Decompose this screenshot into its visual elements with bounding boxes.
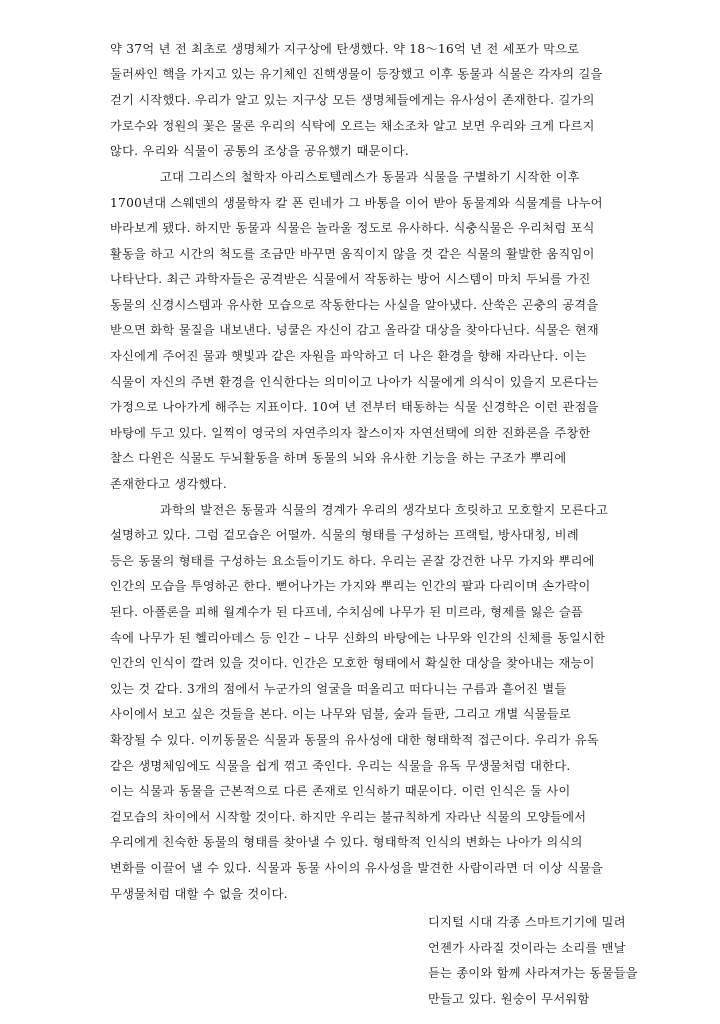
body-text-line: 활동을 하고 시간의 척도를 조금만 바꾸면 움직이지 않을 것 같은 식물의 활발한 움직임이 xyxy=(110,247,595,261)
body-text-line: 인간의 인식이 깔려 있을 것이다. 인간은 모호한 형태에서 확실한 대상을 찾아내는 재능이 xyxy=(110,656,595,670)
paragraph-first-line: 고대 그리스의 철학자 아리스토텔레스가 동물과 식물을 구별하기 시작한 이후 xyxy=(160,170,580,184)
body-text-line: 1700년대 스웨덴의 생물학자 칼 폰 린네가 그 바통을 이어 받아 동물계와 식물계를 나누어 xyxy=(110,196,603,210)
body-text-line: 겉모습의 차이에서 시작할 것이다. 하지만 우리는 불규칙하게 자라난 식물의 모양들에서 xyxy=(110,810,587,824)
body-text-line: 설명하고 있다. 그럼 겉모습은 어떨까. 식물의 형태를 구성하는 프랙털, 방사대칭, 비례 xyxy=(110,528,579,542)
body-text-line: 존재한다고 생각했다. xyxy=(110,477,228,491)
body-text-line: 사이에서 보고 싶은 것들을 본다. 이는 나무와 덤불, 숲과 들판, 그리고 개별 식물들로 xyxy=(110,707,572,721)
closing-note-line: 디지털 시대 각종 스마트기기에 밀려 xyxy=(428,915,626,929)
body-text-line: 바탕에 두고 있다. 일찍이 영국의 자연주의자 찰스이자 자연선택에 의한 진화론을 주창한 xyxy=(110,426,591,440)
body-text-line: 우리에게 친숙한 동물의 형태를 찾아낼 수 있다. 형태학적 인식의 변화는 나아가 의식의 xyxy=(110,835,583,849)
body-text-line: 있는 것 같다. 3개의 점에서 누군가의 얼굴을 떠올리고 떠다니는 구름과 흩어진 별들 xyxy=(110,682,567,696)
body-text-line: 바라보게 됐다. 하지만 동물과 식물은 놀라울 정도로 유사하다. 식충식물은 우리처럼 포식 xyxy=(110,221,595,235)
body-text-line: 나타난다. 최근 과학자들은 공격받은 식물에서 작동하는 방어 시스템이 마치 두뇌를 가진 xyxy=(110,272,591,286)
body-text-line: 확장될 수 있다. 이끼동물은 식물과 동물의 유사성에 대한 형태학적 접근이다. 우리가 유독 xyxy=(110,733,599,747)
body-text-line: 인간의 모습을 투영하곤 한다. 뻗어나가는 가지와 뿌리는 인간의 팔과 다리이며 손가락이 xyxy=(110,579,591,593)
body-text-line: 자신에게 주어진 물과 햇빛과 같은 자원을 파악하고 더 나은 환경을 향해 자라난다. 이는 xyxy=(110,349,587,363)
body-text-line: 등은 동물의 형태를 구성하는 요소들이기도 하다. 우리는 곧잘 강건한 나무 가지와 뿌리에 xyxy=(110,554,595,568)
paragraph-first-line: 과학의 발전은 동물과 식물의 경계가 우리의 생각보다 흐릿하고 모호할지 모른다고 xyxy=(160,503,609,517)
body-text-line: 이는 식물과 동물을 근본적으로 다른 존재로 인식하기 때문이다. 이런 인식은 둘 사이 xyxy=(110,784,571,798)
body-text-line: 받으면 화학 물질을 내보낸다. 넝쿨은 자신이 감고 올라갈 대상을 찾아다닌다. 식물은 현재 xyxy=(110,323,599,337)
body-text-line: 된다. 아폴론을 피해 월계수가 된 다프네, 수치심에 나무가 된 미르라, 형제를 잃은 슬픔 xyxy=(110,605,584,619)
closing-note-line: 듣는 종이와 함께 사라져가는 동물들을 xyxy=(428,966,638,980)
body-text-line: 변화를 이끌어 낼 수 있다. 식물과 동물 사이의 유사성을 발견한 사람이라면 더 이상 식물을 xyxy=(110,861,604,875)
body-text-line: 가정으로 나아가게 해주는 지표이다. 10여 년 전부터 태동하는 식물 신경학은 이런 관점을 xyxy=(110,400,599,414)
body-text-line: 걷기 시작했다. 우리가 알고 있는 지구상 모든 생명체들에게는 유사성이 존재한다. 길가의 xyxy=(110,93,595,107)
body-text-line: 동물의 신경시스템과 유사한 모습으로 작동한다는 사실을 알아냈다. 산쑥은 곤충의 공격을 xyxy=(110,298,599,312)
body-text-line: 속에 나무가 된 헬리아데스 등 인간 – 나무 신화의 바탕에는 나무와 인간의 신체를 동일시한 xyxy=(110,631,606,645)
body-text-line: 약 37억 년 전 최초로 생명체가 지구상에 탄생했다. 약 18～16억 년 전 세포가 막으로 xyxy=(110,42,580,56)
body-text-line: 가로수와 정원의 꽃은 물론 우리의 식탁에 오르는 채소조차 알고 보면 우리와 크게 다르지 xyxy=(110,119,595,133)
body-text-line: 식물이 자신의 주변 환경을 인식한다는 의미이고 나아가 식물에게 의식이 있을지 모른다는 xyxy=(110,375,599,389)
closing-note-line: 언젠가 사라질 것이라는 소리를 맨날 xyxy=(428,941,626,955)
body-text-line: 같은 생명체임에도 식물을 쉽게 꺾고 죽인다. 우리는 식물을 유독 무생물처럼 대한다. xyxy=(110,759,571,773)
body-text-line: 찰스 다윈은 식물도 두뇌활동을 하며 동물의 뇌와 유사한 기능을 하는 구조가 뿌리에 xyxy=(110,451,567,465)
body-text-line: 둘러싸인 핵을 가지고 있는 유기체인 진핵생물이 등장했고 이후 동물과 식물은 각자의 길을 xyxy=(110,67,603,81)
body-text-line: 무생물처럼 대할 수 없을 것이다. xyxy=(110,887,288,901)
body-text-line: 않다. 우리와 식물이 공통의 조상을 공유했기 때문이다. xyxy=(110,144,410,158)
closing-note-line: 만들고 있다. 원숭이 무서워함 xyxy=(428,992,590,1006)
